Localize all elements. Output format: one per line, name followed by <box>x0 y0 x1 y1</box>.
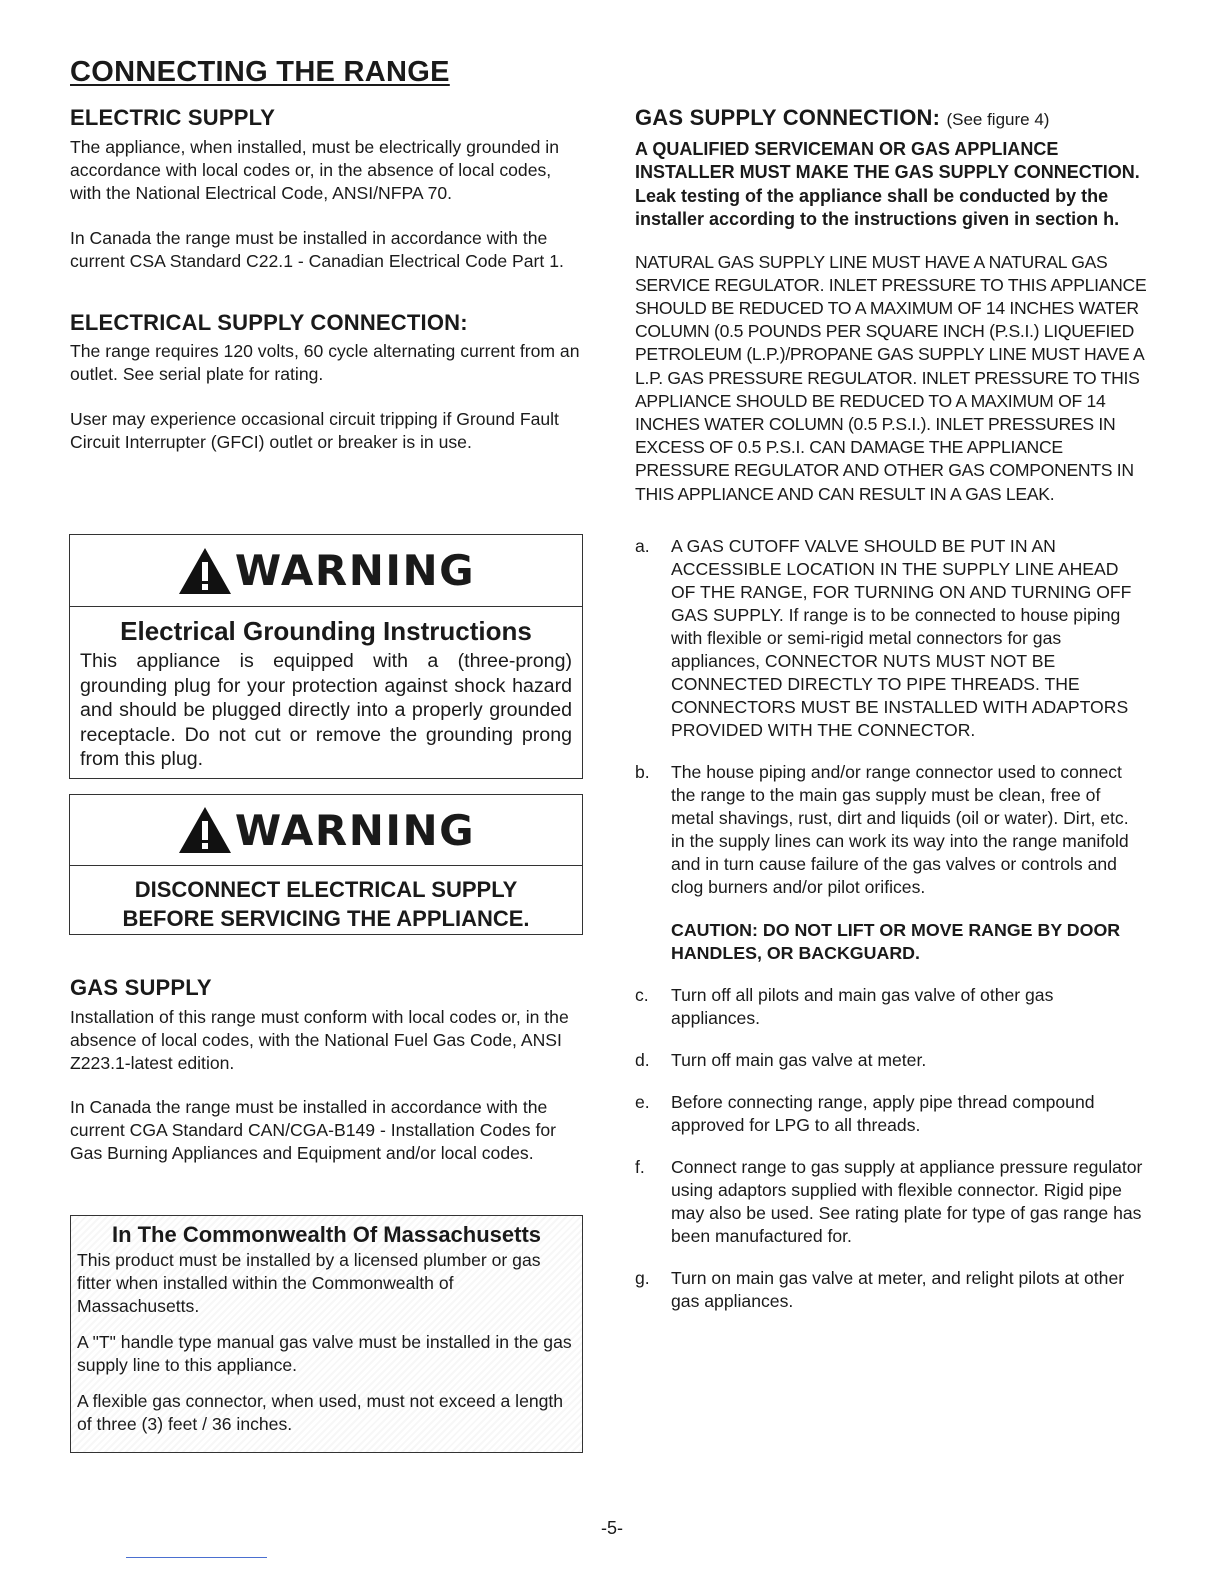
massachusetts-paragraph-1: This product must be installed by a licensed plumber or gas fitter when installed within the Commonwealth of Massachusetts. <box>77 1250 541 1316</box>
step-marker: e. <box>635 1091 650 1112</box>
grounding-instructions-text: This appliance is equipped with a (three-prong) grounding plug for your protection against shock hazard and should be plugged directly into a properly grounded receptacle. Do not cut or remove the grounding prong from this plug. <box>80 650 572 770</box>
electrical-connection-paragraph-2: User may experience occasional circuit tripping if Ground Fault Circuit Interrupter (GFCI) outlet or breaker is in use. <box>70 409 559 452</box>
list-item <box>635 535 1147 742</box>
figure-reference: (See figure 4) <box>946 110 1050 129</box>
qualified-installer-notice: A QUALIFIED SERVICEMAN OR GAS APPLIANCE INSTALLER MUST MAKE THE GAS SUPPLY CONNECTION. Leak testing of the appliance shall be conducted by the installer according to the instructions given in section h. <box>635 139 1140 230</box>
step-text: Turn on main gas valve at meter, and relight pilots at other gas appliances. <box>671 1267 1125 1311</box>
warning-header <box>70 535 582 607</box>
step-text: Turn off all pilots and main gas valve of other gas appliances. <box>671 984 1054 1028</box>
step-marker: d. <box>635 1049 650 1070</box>
gas-connection-heading <box>635 104 1147 134</box>
pressure-notice: NATURAL GAS SUPPLY LINE MUST HAVE A NATURAL GAS SERVICE REGULATOR. INLET PRESSURE TO THIS APPLIANCE SHOULD BE REDUCED TO A MAXIMUM OF 14 INCHES WATER COLUMN (0.5 POUNDS PER SQUARE INCH (P.S.I.) LIQUEFIED PETROLEUM (L.P.)/PROPANE GAS SUPPLY LINE MUST HAVE A L.P. GAS PRESSURE REGULATOR. INLET PRESSURE TO THIS APPLIANCE SHOULD BE REDUCED TO A MAXIMUM OF 14 INCHES WATER COLUMN (0.5 P.S.I.). INLET PRESSURES IN EXCESS OF 0.5 P.S.I. CAN DAMAGE THE APPLIANCE PRESSURE REGULATOR AND OTHER GAS COMPONENTS IN THIS APPLIANCE AND CAN RESULT IN A GAS LEAK. <box>635 251 1147 504</box>
warning-header <box>70 795 582 866</box>
gas-supply-paragraph-2: In Canada the range must be installed in accordance with the current CGA Standard CAN/CGA-B149 - Installation Codes for Gas Burning Appliances and Equipment and/or local codes. <box>70 1097 557 1163</box>
caution-notice <box>635 919 1147 965</box>
list-item <box>635 1267 1147 1313</box>
step-marker: f. <box>635 1156 645 1177</box>
page-number: -5- <box>601 1518 623 1538</box>
warning-triangle-icon <box>177 805 233 855</box>
step-text: Connect range to gas supply at appliance pressure regulator using adaptors supplied with flexible connector. Rigid pipe may also be used. See rating plate for type of gas range has been manufactured for. <box>671 1156 1143 1246</box>
massachusetts-notice-box <box>70 1215 583 1453</box>
gas-connection-heading-text: GAS SUPPLY CONNECTION: <box>635 105 941 130</box>
step-text: Turn off main gas valve at meter. <box>671 1049 927 1070</box>
step-text: CAUTION: DO NOT LIFT OR MOVE RANGE BY DOOR HANDLES, OR BACKGUARD. <box>671 919 1121 963</box>
disconnect-warning-box <box>69 794 583 935</box>
disconnect-warning-text <box>70 875 582 933</box>
step-marker: g. <box>635 1267 650 1288</box>
massachusetts-paragraph-2: A "T" handle type manual gas valve must be installed in the gas supply line to this appliance. <box>77 1332 572 1375</box>
warning-triangle-icon <box>177 546 233 596</box>
gas-connection-steps <box>635 535 1147 1313</box>
list-item <box>635 984 1147 1030</box>
step-text: A GAS CUTOFF VALVE SHOULD BE PUT IN AN ACCESSIBLE LOCATION IN THE SUPPLY LINE AHEAD OF THE RANGE, FOR TURNING ON AND TURNING OFF GAS SUPPLY. If range is to be connected to house piping with flexible or semi-rigid metal connectors for gas appliances, CONNECTOR NUTS MUST NOT BE CONNECTED DIRECTLY TO PIPE THREADS. THE CONNECTORS MUST BE INSTALLED WITH ADAPTORS PROVIDED WITH THE CONNECTOR. <box>671 535 1132 740</box>
step-marker: b. <box>635 761 650 782</box>
right-column <box>635 104 1147 1313</box>
list-item <box>635 761 1147 899</box>
electric-supply-paragraph-2: In Canada the range must be installed in accordance with the current CSA Standard C22.1 - Canadian Electrical Code Part 1. <box>70 228 564 271</box>
gas-supply-heading: GAS SUPPLY <box>70 975 212 1000</box>
gas-supply-section <box>70 974 582 1165</box>
step-text: The house piping and/or range connector used to connect the range to the main gas supply must be clean, free of metal shavings, rust, dirt and liquids (oil or water). Dirt, etc. in the supply lines can work its way into the range manifold and in turn cause failure of the gas valves or controls and clog burners and/or pilot orifices. <box>671 761 1129 897</box>
list-item <box>635 1156 1147 1248</box>
disconnect-line-1: DISCONNECT ELECTRICAL SUPPLY <box>134 877 518 902</box>
step-text: Before connecting range, apply pipe thread compound approved for LPG to all threads. <box>671 1091 1095 1135</box>
step-marker: a. <box>635 535 650 556</box>
disconnect-line-2: BEFORE SERVICING THE APPLIANCE. <box>122 906 530 931</box>
electrical-connection-paragraph-1: The range requires 120 volts, 60 cycle alternating current from an outlet. See serial plate for rating. <box>70 341 580 384</box>
massachusetts-title: In The Commonwealth Of Massachusetts <box>111 1222 542 1247</box>
warning-label: WARNING <box>234 805 476 855</box>
grounding-warning-box <box>69 534 583 779</box>
page-title: CONNECTING THE RANGE <box>70 56 450 88</box>
electric-supply-heading: ELECTRIC SUPPLY <box>70 105 276 130</box>
warning-label: WARNING <box>234 546 476 595</box>
grounding-instructions-title: Electrical Grounding Instructions <box>120 616 532 646</box>
electric-supply-paragraph-1: The appliance, when installed, must be electrically grounded in accordance with local codes or, in the absence of local codes, with the National Electrical Code, ANSI/NFPA 70. <box>70 137 559 203</box>
footer-divider <box>126 1557 267 1558</box>
massachusetts-paragraph-3: A flexible gas connector, when used, must not exceed a length of three (3) feet / 36 inches. <box>77 1391 564 1434</box>
list-item <box>635 1091 1147 1137</box>
left-column <box>70 104 582 454</box>
electrical-connection-heading: ELECTRICAL SUPPLY CONNECTION: <box>70 310 468 335</box>
list-item <box>635 1049 1147 1072</box>
step-marker: c. <box>635 984 649 1005</box>
gas-supply-paragraph-1: Installation of this range must conform with local codes or, in the absence of local codes, with the National Fuel Gas Code, ANSI Z223.1-latest edition. <box>70 1007 569 1073</box>
